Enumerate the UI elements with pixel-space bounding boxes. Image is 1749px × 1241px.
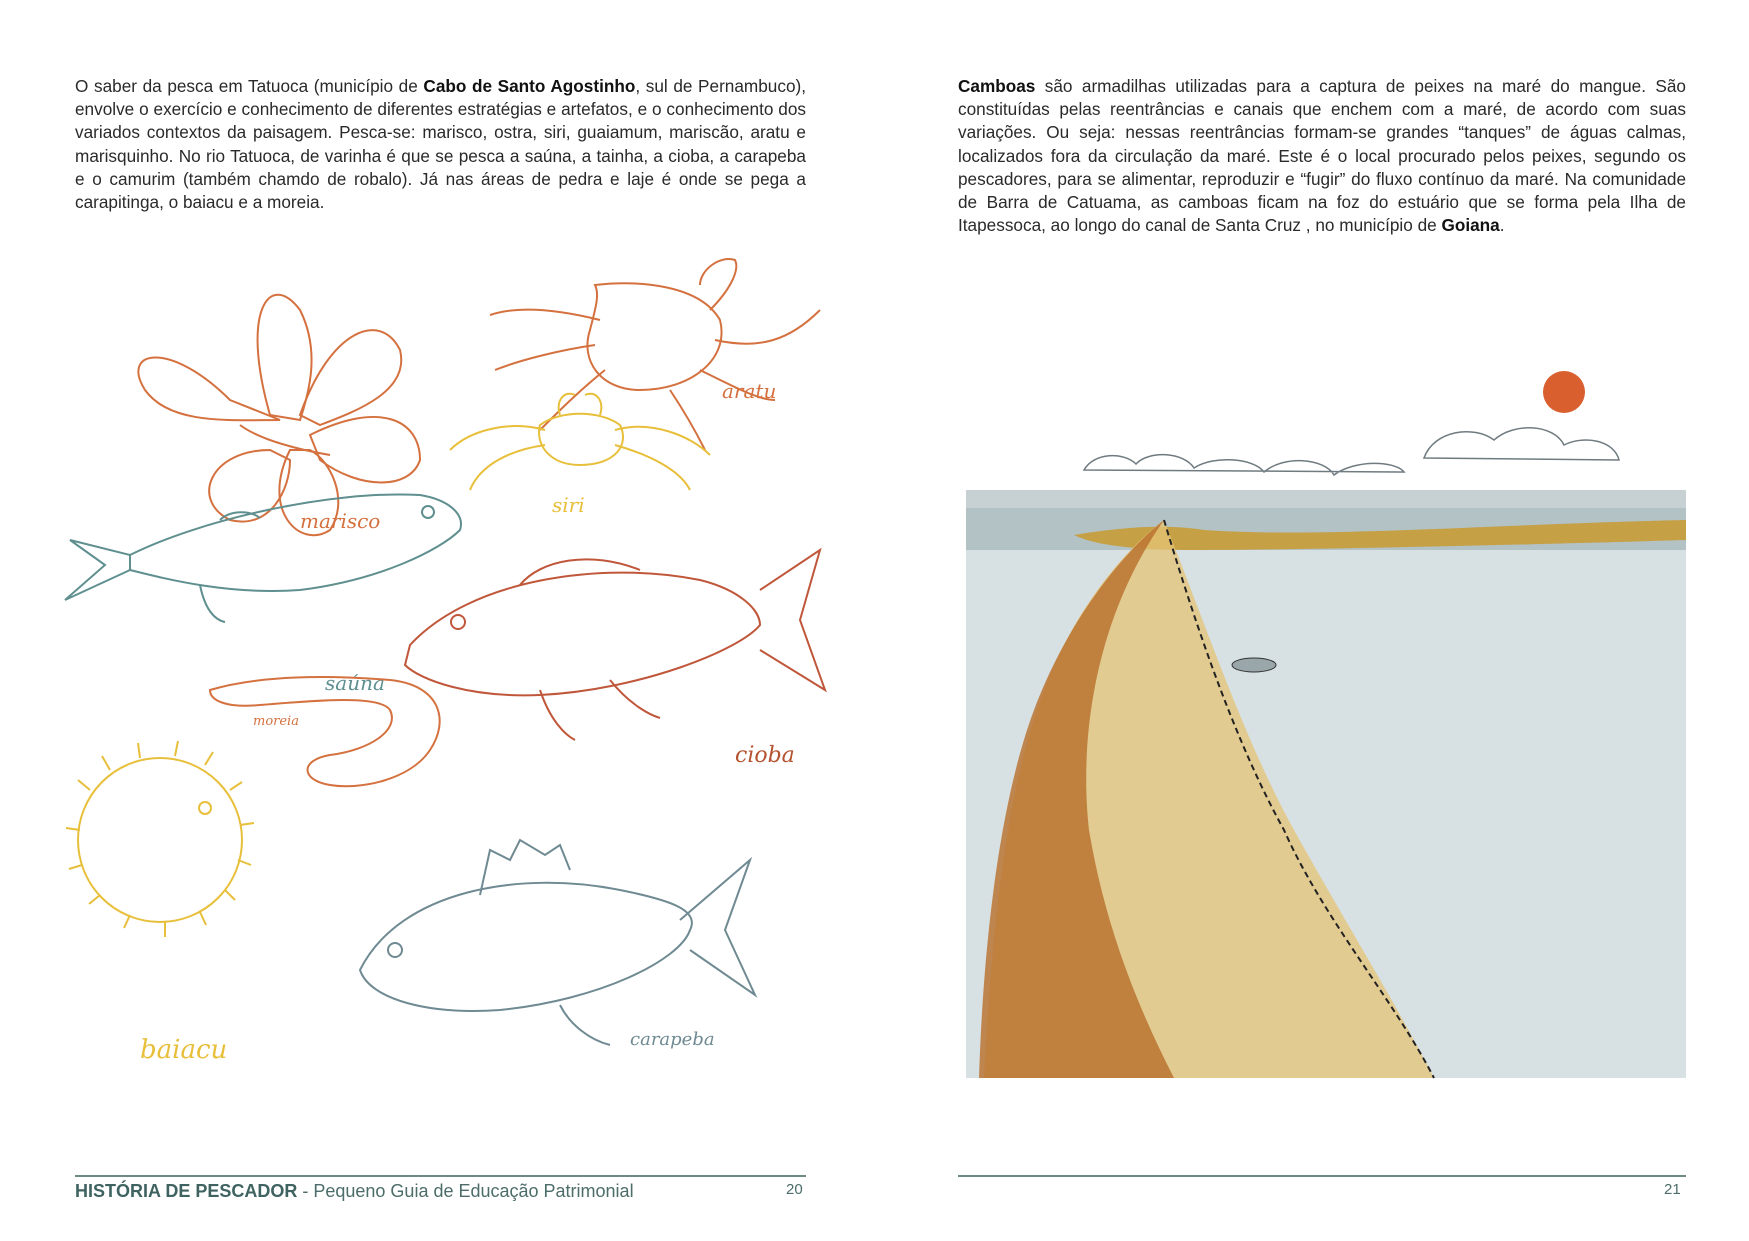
- label-marisco: marisco: [300, 509, 381, 533]
- text-run: Camboas: [958, 76, 1036, 96]
- text-run: O saber da pesca em Tatuoca (município de: [75, 76, 424, 96]
- page-number-right: 21: [1664, 1181, 1681, 1198]
- text-run: , sul de Pernambuco), envolve o exercício e conhecimento de diferentes estratégias e artefatos, e o conhecimento dos variados contextos da paisagem. Pesca-se: marisco, ostra, siri, guaiamum, mariscão, aratu e marisquinho. No rio Tatuoca, de varinha é que se pesca a saúna, a tainha, a cioba, a carapeba e o camurim (também chamdo de robalo). Já nas áreas de pedra e laje é onde se pega a carapitinga, o baiacu e a moreia.: [75, 76, 806, 213]
- right-page: [874, 0, 1749, 1241]
- left-footer-rule: [75, 1175, 806, 1177]
- footer-title: HISTÓRIA DE PESCADOR: [75, 1181, 298, 1201]
- rock: [1232, 658, 1276, 672]
- label-moreia: moreia: [253, 714, 299, 729]
- marisco-illustration: [138, 295, 420, 535]
- text-run: Goiana: [1441, 215, 1500, 236]
- page-number-left: 20: [786, 1181, 803, 1198]
- right-paragraph: [958, 75, 1686, 237]
- left-page: [0, 0, 874, 1241]
- label-cioba: cioba: [735, 743, 795, 768]
- marine-species-illustration: [0, 250, 874, 1110]
- text-run: são armadilhas utilizadas para a captura de peixes na maré do mangue. São constituídas pelas reentrâncias e canais que enchem com a maré, de acordo com suas variações. Ou seja: nessas reentrâncias formam-se grandes “tanques” de águas calmas, localizados fora da circulação da maré. Este é o local procurado pelos peixes, segundo os pescadores, para se alimentar, reproduzir e “fugir” do fluxo contínuo da maré. Na comunidade de Barra de Catuama, as camboas ficam na foz do estuário que se forma pela Ilha de Itapessoca, ao longo do canal de Santa Cruz , no município de: [958, 76, 1686, 236]
- label-sauna: saúna: [325, 671, 385, 695]
- label-siri: siri: [552, 493, 585, 517]
- text-run: .: [1499, 215, 1505, 236]
- clouds: [1084, 428, 1619, 475]
- label-baiacu: baiacu: [140, 1035, 228, 1065]
- carapeba-illustration: [360, 840, 755, 1045]
- sauna-illustration: [65, 494, 461, 622]
- siri-illustration: [450, 394, 710, 490]
- label-carapeba: carapeba: [630, 1029, 715, 1050]
- footer-credit: [75, 1181, 634, 1202]
- left-paragraph: [75, 75, 806, 214]
- footer-subtitle: - Pequeno Guia de Educação Patrimonial: [297, 1181, 634, 1201]
- label-aratu: aratu: [722, 379, 777, 403]
- cioba-illustration: [405, 550, 825, 740]
- aratu-illustration: [490, 259, 820, 450]
- camboa-landscape-illustration: [874, 360, 1749, 1160]
- baiacu-illustration: [66, 741, 254, 937]
- text-run: Cabo de Santo Agostinho: [423, 76, 636, 96]
- sun: [1543, 371, 1585, 413]
- right-footer-rule: [958, 1175, 1686, 1177]
